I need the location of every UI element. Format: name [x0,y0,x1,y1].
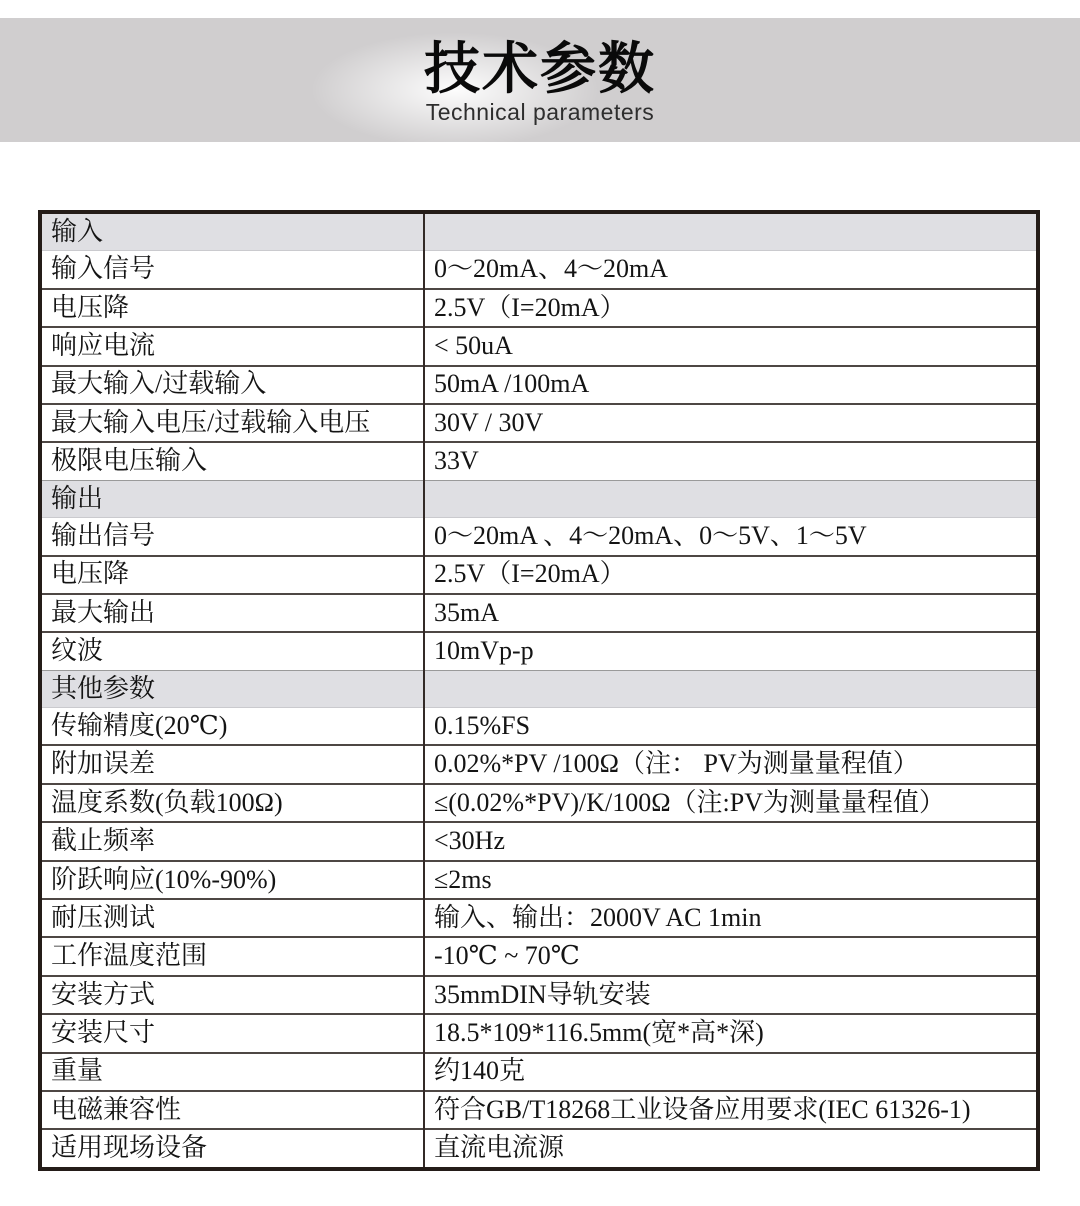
param-value-cell: 35mA [424,594,1038,632]
section-row [40,480,1038,517]
param-name-cell: 最大输出 [40,594,424,632]
table-row [40,289,1038,327]
table-row [40,594,1038,632]
table-row [40,976,1038,1014]
param-name-cell: 输入信号 [40,251,424,289]
table-row [40,1014,1038,1052]
spec-table [38,210,1040,1171]
param-name-cell: 工作温度范围 [40,937,424,975]
table-row [40,327,1038,365]
table-row [40,518,1038,556]
param-value-cell: -10℃ ~ 70℃ [424,937,1038,975]
param-value-cell: 33V [424,442,1038,480]
param-value-cell: ≤2ms [424,861,1038,899]
param-name-cell: 其他参数 [40,670,424,707]
param-value-cell: 0～20mA、4～20mA [424,251,1038,289]
table-row [40,1091,1038,1129]
param-name-cell: 响应电流 [40,327,424,365]
param-name-cell: 最大输入电压/过载输入电压 [40,404,424,442]
param-name-cell: 温度系数(负载100Ω) [40,784,424,822]
param-name-cell: 极限电压输入 [40,442,424,480]
table-row [40,632,1038,670]
param-value-cell: 30V / 30V [424,404,1038,442]
param-name-cell: 安装尺寸 [40,1014,424,1052]
table-row [40,861,1038,899]
param-name-cell: 最大输入/过载输入 [40,366,424,404]
table-row [40,251,1038,289]
param-value-cell: 35mmDIN导轨安装 [424,976,1038,1014]
param-name-cell: 耐压测试 [40,899,424,937]
param-name-cell: 阶跃响应(10%-90%) [40,861,424,899]
param-value-cell: ≤(0.02%*PV)/K/100Ω（注:PV为测量量程值） [424,784,1038,822]
param-value-cell: < 50uA [424,327,1038,365]
param-value-cell: 符合GB/T18268工业设备应用要求(IEC 61326-1) [424,1091,1038,1129]
param-value-cell: 18.5*109*116.5mm(宽*高*深) [424,1014,1038,1052]
page-subtitle: Technical parameters [425,98,655,125]
param-value-cell: 输入、输出：2000V AC 1min [424,899,1038,937]
table-row [40,937,1038,975]
spec-table-body [40,212,1038,1169]
table-row [40,442,1038,480]
header-band [0,18,1080,142]
table-row [40,822,1038,860]
param-value-cell [424,212,1038,251]
param-value-cell [424,480,1038,517]
param-name-cell: 纹波 [40,632,424,670]
table-row [40,899,1038,937]
param-value-cell: 50mA /100mA [424,366,1038,404]
param-value-cell: 约140克 [424,1053,1038,1091]
param-name-cell: 电磁兼容性 [40,1091,424,1129]
param-value-cell: 直流电流源 [424,1129,1038,1168]
param-value-cell: 10mVp-p [424,632,1038,670]
table-row [40,366,1038,404]
param-name-cell: 电压降 [40,556,424,594]
param-value-cell: 2.5V（I=20mA） [424,556,1038,594]
table-row [40,1129,1038,1168]
param-name-cell: 电压降 [40,289,424,327]
param-name-cell: 输入 [40,212,424,251]
param-value-cell: 0.02%*PV /100Ω（注： PV为测量量程值） [424,745,1038,783]
param-name-cell: 适用现场设备 [40,1129,424,1168]
table-row [40,1053,1038,1091]
param-name-cell: 传输精度(20℃) [40,708,424,746]
param-value-cell: 0～20mA 、4～20mA、0～5V、1～5V [424,518,1038,556]
page-title: 技术参数 [424,36,656,100]
param-name-cell: 截止频率 [40,822,424,860]
table-row [40,556,1038,594]
table-row [40,745,1038,783]
param-name-cell: 附加误差 [40,745,424,783]
param-name-cell: 安装方式 [40,976,424,1014]
param-value-cell: <30Hz [424,822,1038,860]
table-row [40,708,1038,746]
param-value-cell: 0.15%FS [424,708,1038,746]
section-row [40,212,1038,251]
table-row [40,404,1038,442]
param-name-cell: 输出信号 [40,518,424,556]
param-name-cell: 重量 [40,1053,424,1091]
section-row [40,670,1038,707]
table-row [40,784,1038,822]
param-value-cell: 2.5V（I=20mA） [424,289,1038,327]
param-name-cell: 输出 [40,480,424,517]
param-value-cell [424,670,1038,707]
